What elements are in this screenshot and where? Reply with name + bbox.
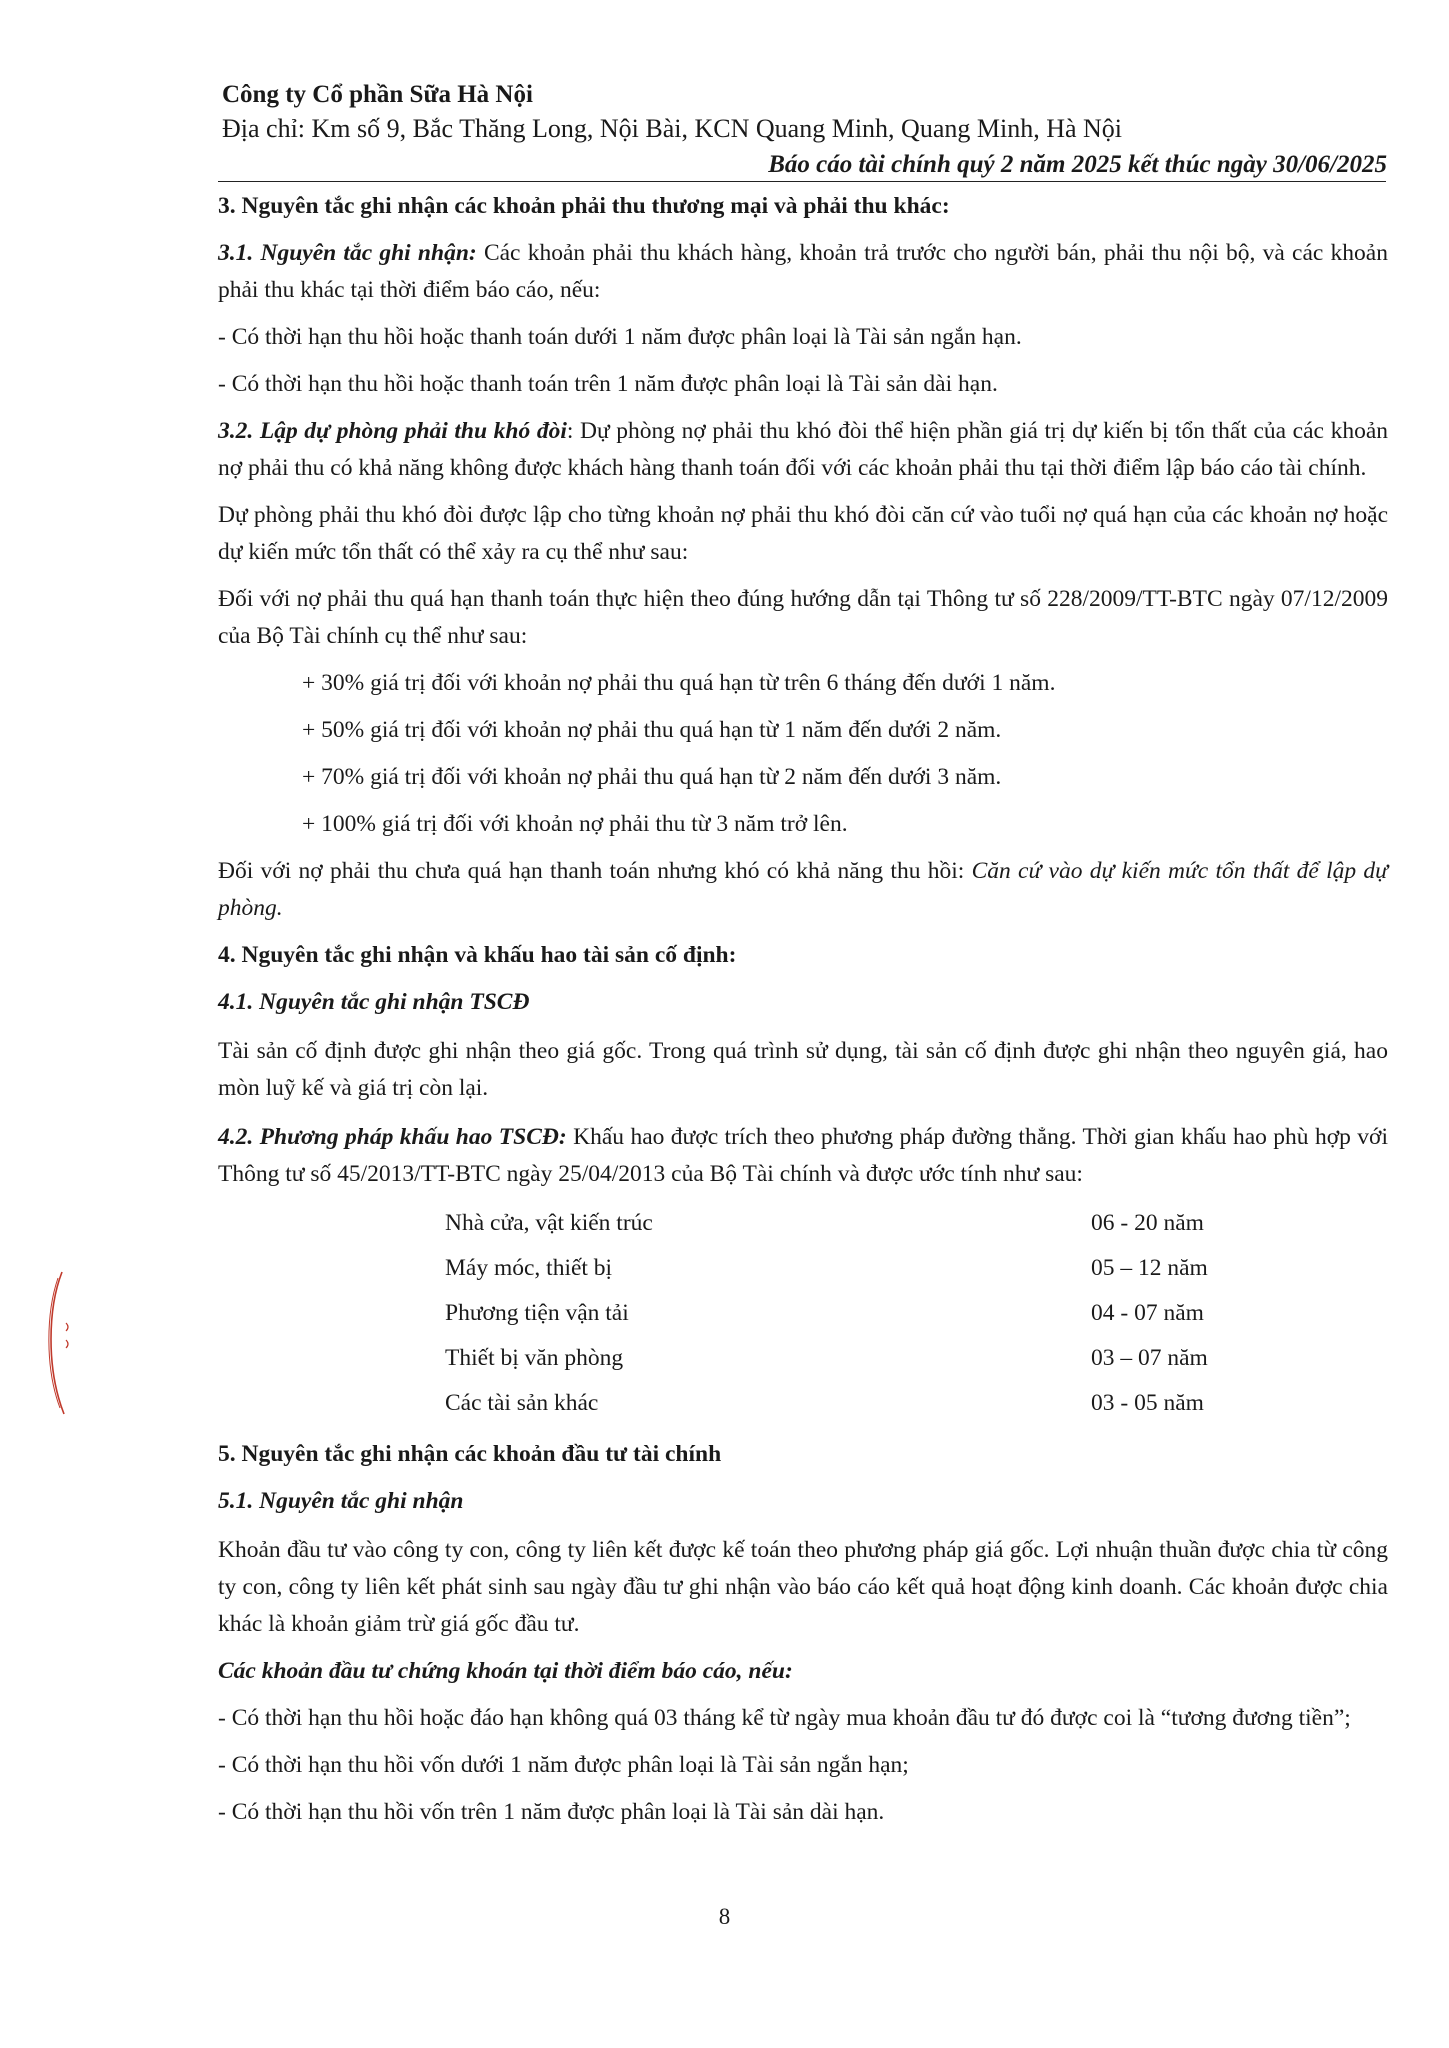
paragraph-3-2-text: : Dự phòng nợ phải thu khó đòi thể hiện phần giá trị dự kiến bị tổn thất của các khoản nợ phải thu có khả năng không được khách hàng thanh toán đối với các khoản phải thu tại thời điểm lập báo cáo tài chính. bbox=[218, 418, 1388, 481]
document-body bbox=[218, 188, 1388, 1831]
section-4-title: 4. Nguyên tắc ghi nhận và khấu hao tài sản cố định: bbox=[218, 942, 737, 968]
depreciation-row bbox=[445, 1246, 1227, 1291]
subsection-4-1-title: 4.1. Nguyên tắc ghi nhận TSCĐ bbox=[218, 989, 530, 1015]
asset-period: 03 – 07 năm bbox=[1091, 1345, 1208, 1371]
depreciation-row bbox=[445, 1336, 1227, 1381]
paragraph-3-2-label: 3.2. Lập dự phòng phải thu khó đòi bbox=[218, 418, 567, 444]
subsection-5-1-title: 5.1. Nguyên tắc ghi nhận bbox=[218, 1488, 464, 1514]
section-3-bullet-2: - Có thời hạn thu hồi hoặc thanh toán trên 1 năm được phân loại là Tài sản dài hạn. bbox=[218, 371, 998, 397]
page-header bbox=[222, 78, 1387, 182]
not-overdue-italic: Căn cứ vào dự kiến mức tổn thất để lập dự phòng. bbox=[218, 858, 1388, 921]
company-name: Công ty Cổ phần Sữa Hà Nội bbox=[222, 81, 533, 108]
paragraph-4-2-text: Khấu hao được trích theo phương pháp đường thẳng. Thời gian khấu hao phù hợp với Thông tư số 45/2013/TT-BTC ngày 25/04/2013 của Bộ Tài chính và được ước tính như sau: bbox=[218, 1124, 1389, 1187]
depreciation-row bbox=[445, 1291, 1227, 1336]
margin-stamp-mark bbox=[40, 1268, 74, 1418]
not-overdue-text: Đối với nợ phải thu chưa quá hạn thanh toán nhưng khó có khả năng thu hồi: bbox=[218, 858, 972, 884]
section-5-bullet-3: - Có thời hạn thu hồi vốn trên 1 năm được phân loại là Tài sản dài hạn. bbox=[218, 1799, 885, 1825]
header-divider bbox=[218, 181, 1386, 182]
paragraph-5-1: Khoản đầu tư vào công ty con, công ty liên kết được kế toán theo phương pháp giá gốc. Lợi nhuận thuần được chia từ công ty con, công ty liên kết phát sinh sau ngày đầu tư ghi nhận vào báo cáo kết quả hoạt động kinh doanh. Các khoản được chia khác là khoản giảm trừ giá gốc đầu tư. bbox=[218, 1537, 1388, 1637]
provision-rate-item: + 30% giá trị đối với khoản nợ phải thu quá hạn từ trên 6 tháng đến dưới 1 năm. bbox=[302, 670, 1056, 696]
section-3-bullet-1: - Có thời hạn thu hồi hoặc thanh toán dưới 1 năm được phân loại là Tài sản ngắn hạn. bbox=[218, 324, 1022, 350]
section-5-bullet-1: - Có thời hạn thu hồi hoặc đáo hạn không quá 03 tháng kể từ ngày mua khoản đầu tư đó được coi là “tương đương tiền”; bbox=[218, 1705, 1351, 1731]
asset-name: Nhà cửa, vật kiến trúc bbox=[445, 1210, 653, 1236]
paragraph-3-1-text: Các khoản phải thu khách hàng, khoản trả trước cho người bán, phải thu nội bộ, và các khoản phải thu khác tại thời điểm báo cáo, nếu: bbox=[218, 240, 1388, 303]
provision-rate-item: + 70% giá trị đối với khoản nợ phải thu quá hạn từ 2 năm đến dưới 3 năm. bbox=[302, 764, 1002, 790]
depreciation-row bbox=[445, 1201, 1227, 1246]
asset-period: 04 - 07 năm bbox=[1091, 1300, 1204, 1326]
asset-name: Thiết bị văn phòng bbox=[445, 1345, 624, 1371]
paragraph-3-1-label: 3.1. Nguyên tắc ghi nhận: bbox=[218, 240, 477, 266]
section-5-bullet-2: - Có thời hạn thu hồi vốn dưới 1 năm được phân loại là Tài sản ngắn hạn; bbox=[218, 1752, 909, 1778]
asset-name: Các tài sản khác bbox=[445, 1390, 599, 1416]
paragraph-4-2 bbox=[218, 1119, 1388, 1193]
securities-subtitle: Các khoản đầu tư chứng khoán tại thời điểm báo cáo, nếu: bbox=[218, 1658, 793, 1684]
depreciation-table bbox=[445, 1201, 1227, 1426]
asset-name: Máy móc, thiết bị bbox=[445, 1255, 613, 1281]
asset-period: 03 - 05 năm bbox=[1091, 1390, 1204, 1416]
company-address: Địa chỉ: Km số 9, Bắc Thăng Long, Nội Bài, KCN Quang Minh, Quang Minh, Hà Nội bbox=[222, 114, 1123, 143]
paragraph-3-1 bbox=[218, 235, 1388, 309]
page-number: 8 bbox=[718, 1904, 731, 1929]
section-5-title: 5. Nguyên tắc ghi nhận các khoản đầu tư tài chính bbox=[218, 1441, 722, 1467]
paragraph-4-1: Tài sản cố định được ghi nhận theo giá gốc. Trong quá trình sử dụng, tài sản cố định được ghi nhận theo nguyên giá, hao mòn luỹ kế và giá trị còn lại. bbox=[218, 1038, 1388, 1101]
overdue-paragraph: Đối với nợ phải thu quá hạn thanh toán thực hiện theo đúng hướng dẫn tại Thông tư số 228/2009/TT-BTC ngày 07/12/2009 của Bộ Tài chính cụ thể như sau: bbox=[218, 586, 1388, 649]
section-3-title: 3. Nguyên tắc ghi nhận các khoản phải thu thương mại và phải thu khác: bbox=[218, 193, 950, 219]
report-title: Báo cáo tài chính quý 2 năm 2025 kết thúc ngày 30/06/2025 bbox=[768, 151, 1387, 178]
asset-period: 06 - 20 năm bbox=[1091, 1210, 1204, 1236]
provision-rate-item: + 100% giá trị đối với khoản nợ phải thu từ 3 năm trở lên. bbox=[302, 811, 848, 837]
paragraph-4-2-label: 4.2. Phương pháp khấu hao TSCĐ: bbox=[218, 1124, 567, 1150]
depreciation-row bbox=[445, 1381, 1227, 1426]
asset-name: Phương tiện vận tải bbox=[445, 1300, 629, 1326]
asset-period: 05 – 12 năm bbox=[1091, 1255, 1208, 1281]
provision-rate-item: + 50% giá trị đối với khoản nợ phải thu quá hạn từ 1 năm đến dưới 2 năm. bbox=[302, 717, 1002, 743]
not-overdue-paragraph bbox=[218, 853, 1388, 927]
paragraph-3-2 bbox=[218, 413, 1388, 487]
provision-paragraph: Dự phòng phải thu khó đòi được lập cho từng khoản nợ phải thu khó đòi căn cứ vào tuổi nợ quá hạn của các khoản nợ hoặc dự kiến mức tổn thất có thể xảy ra cụ thể như sau: bbox=[218, 502, 1388, 565]
